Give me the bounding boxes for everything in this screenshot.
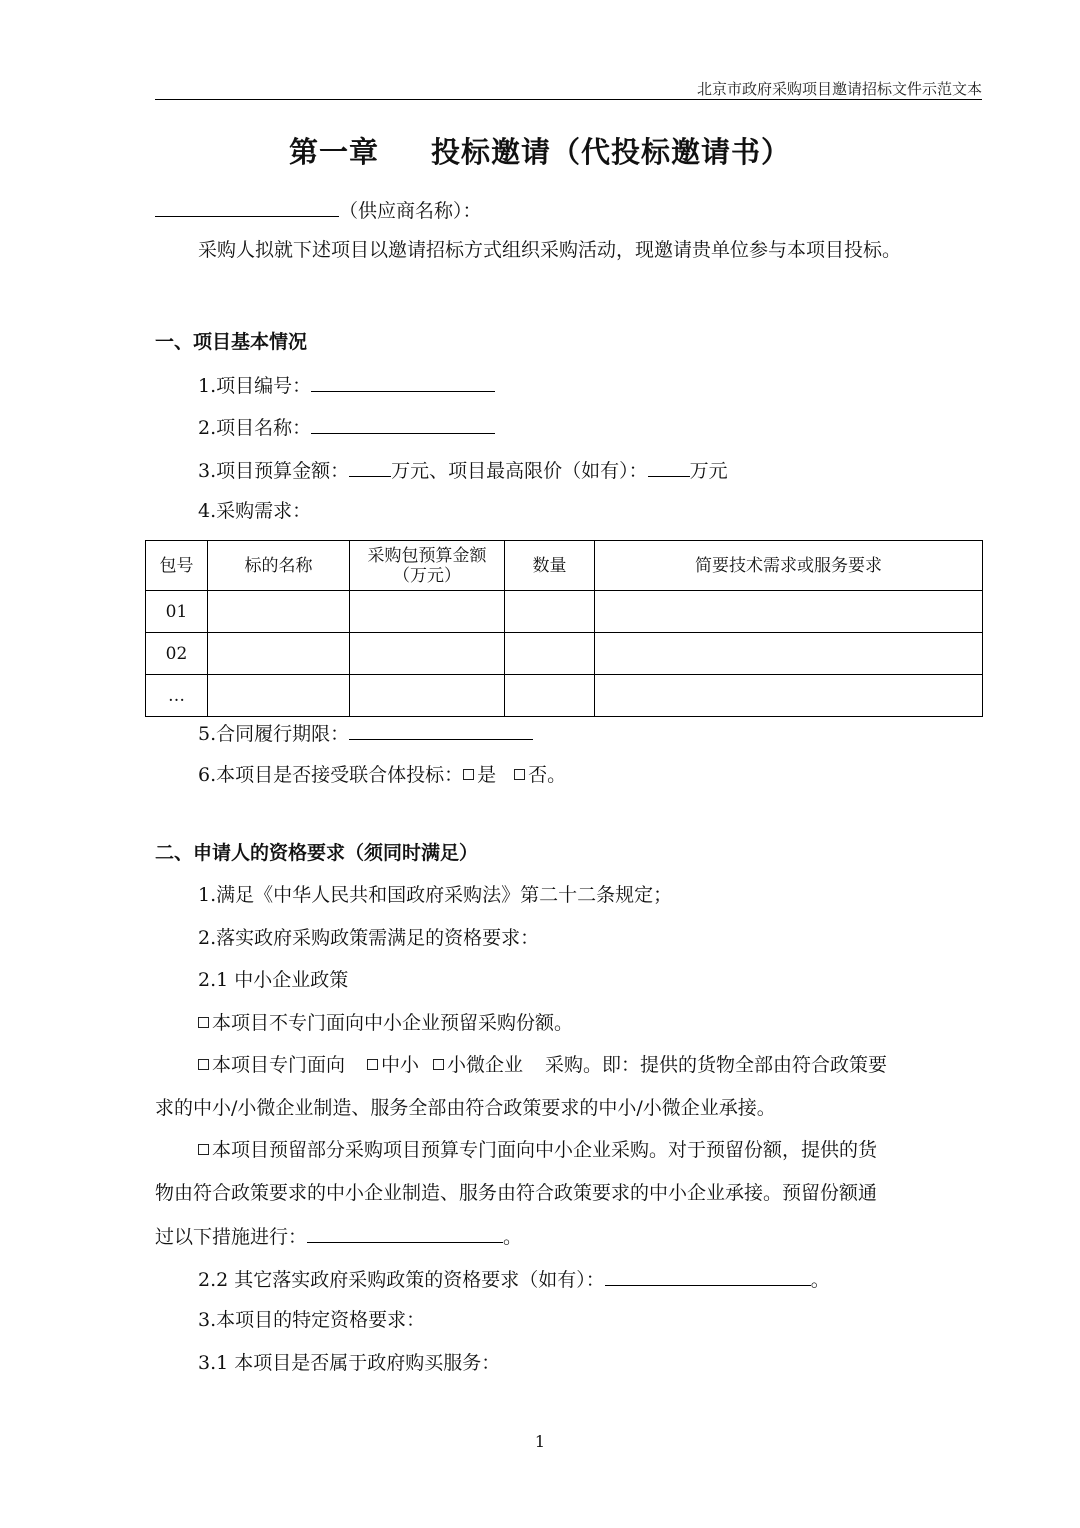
specific-qualification: 3.本项目的特定资格要求： bbox=[198, 1309, 426, 1331]
table-cell[interactable] bbox=[350, 591, 505, 633]
chapter-title bbox=[0, 130, 1080, 171]
table-cell[interactable] bbox=[595, 591, 983, 633]
checkbox-sme-option-2[interactable] bbox=[198, 1059, 209, 1070]
measures-label: 过以下措施进行： bbox=[155, 1226, 308, 1248]
sme-option-2-text-d: 采购。即：提供的货物全部由符合政策要 bbox=[545, 1054, 888, 1076]
qualification-1: 1.满足《中华人民共和国政府采购法》第二十二条规定； bbox=[198, 884, 673, 906]
table-row bbox=[146, 675, 983, 717]
table-row bbox=[146, 633, 983, 675]
col-quantity: 数量 bbox=[505, 541, 595, 591]
intro-paragraph: 采购人拟就下述项目以邀请招标方式组织采购活动，现邀请贵单位参与本项目投标。 bbox=[198, 239, 902, 261]
sme-option-3 bbox=[198, 1137, 877, 1163]
consortium-yes-label: 是 bbox=[477, 764, 497, 786]
sme-option-2-text-c: 小微企业 bbox=[447, 1054, 524, 1076]
government-service-question: 3.1 本项目是否属于政府购买服务： bbox=[198, 1352, 501, 1374]
other-policy-blank[interactable] bbox=[605, 1265, 811, 1286]
checkbox-sme[interactable] bbox=[367, 1059, 378, 1070]
table-cell[interactable] bbox=[208, 633, 350, 675]
project-number-blank[interactable] bbox=[311, 371, 495, 392]
project-name-label: 2.项目名称： bbox=[198, 417, 312, 439]
sme-option-3-cont: 物由符合政策要求的中小企业制造、服务由符合政策要求的中小企业承接。预留份额通 bbox=[155, 1182, 878, 1204]
checkbox-no[interactable] bbox=[514, 769, 525, 780]
supplier-label: （供应商名称）： bbox=[339, 200, 482, 222]
checkbox-yes[interactable] bbox=[463, 769, 474, 780]
max-price-blank[interactable] bbox=[648, 456, 690, 477]
page-number: 1 bbox=[534, 1432, 546, 1451]
measures-end: 。 bbox=[503, 1226, 523, 1248]
table-cell[interactable] bbox=[595, 675, 983, 717]
sme-option-2-text-a: 本项目专门面向 bbox=[212, 1054, 346, 1076]
table-cell[interactable] bbox=[350, 633, 505, 675]
col-requirements: 简要技术需求或服务要求 bbox=[595, 541, 983, 591]
other-policy-label: 2.2 其它落实政府采购政策的资格要求（如有）： bbox=[198, 1269, 605, 1291]
contract-term-line bbox=[198, 719, 533, 747]
col-package-no: 包号 bbox=[146, 541, 208, 591]
sme-option-3-measures bbox=[155, 1222, 522, 1250]
sme-option-2 bbox=[198, 1052, 887, 1078]
sme-option-2-cont: 求的中小/小微企业制造、服务全部由符合政策要求的中小/小微企业承接。 bbox=[155, 1097, 776, 1119]
project-number-line bbox=[198, 371, 495, 399]
table-cell[interactable] bbox=[208, 591, 350, 633]
table-cell[interactable] bbox=[505, 591, 595, 633]
sme-option-1-text: 本项目不专门面向中小企业预留采购份额。 bbox=[212, 1012, 574, 1034]
chapter-name: 投标邀请（代投标邀请书） bbox=[431, 135, 792, 169]
contract-term-blank[interactable] bbox=[349, 719, 533, 740]
sme-policy-heading: 2.1 中小企业政策 bbox=[198, 969, 349, 991]
package-no-cell: … bbox=[146, 675, 208, 717]
table-cell[interactable] bbox=[505, 675, 595, 717]
budget-line bbox=[198, 456, 728, 484]
budget-blank[interactable] bbox=[349, 456, 391, 477]
contract-term-label: 5.合同履行期限： bbox=[198, 723, 350, 745]
table-cell[interactable] bbox=[350, 675, 505, 717]
table-row bbox=[146, 591, 983, 633]
table-cell[interactable] bbox=[595, 633, 983, 675]
package-no-cell: 01 bbox=[146, 591, 208, 633]
table-cell[interactable] bbox=[505, 633, 595, 675]
section2-heading: 二、申请人的资格要求（须同时满足） bbox=[155, 842, 479, 864]
max-price-label: 万元、项目最高限价（如有）： bbox=[391, 460, 648, 482]
other-policy-end: 。 bbox=[810, 1269, 830, 1291]
table-cell[interactable] bbox=[208, 675, 350, 717]
header-rule bbox=[155, 99, 982, 100]
sme-option-1 bbox=[198, 1010, 573, 1036]
col-budget-line2: （万元） bbox=[393, 565, 461, 586]
project-name-blank[interactable] bbox=[311, 413, 495, 434]
sme-option-3-text-a: 本项目预留部分采购项目预算专门面向中小企业采购。对于预留份额，提供的货 bbox=[212, 1139, 878, 1161]
col-budget-line1: 采购包预算金额 bbox=[367, 545, 487, 566]
supplier-blank[interactable] bbox=[155, 196, 339, 217]
consortium-no-label: 否。 bbox=[528, 764, 567, 786]
package-no-cell: 02 bbox=[146, 633, 208, 675]
other-policy-line bbox=[198, 1265, 830, 1293]
sme-option-2-text-b: 中小 bbox=[381, 1054, 420, 1076]
checkbox-sme-option-1[interactable] bbox=[198, 1017, 209, 1028]
checkbox-sme-option-3[interactable] bbox=[198, 1144, 209, 1155]
consortium-line bbox=[198, 762, 566, 788]
budget-label: 3.项目预算金额： bbox=[198, 460, 350, 482]
qualification-2: 2.落实政府采购政策需满足的资格要求： bbox=[198, 927, 540, 949]
procurement-table bbox=[145, 540, 983, 717]
supplier-line bbox=[155, 196, 482, 224]
measures-blank[interactable] bbox=[307, 1222, 503, 1243]
max-price-unit: 万元 bbox=[689, 460, 728, 482]
consortium-label: 6.本项目是否接受联合体投标： bbox=[198, 764, 464, 786]
requirements-label: 4.采购需求： bbox=[198, 500, 312, 522]
chapter-number: 第一章 bbox=[288, 135, 379, 169]
project-number-label: 1.项目编号： bbox=[198, 375, 312, 397]
table-header-row bbox=[146, 541, 983, 591]
section1-heading: 一、项目基本情况 bbox=[155, 331, 308, 353]
col-budget bbox=[350, 541, 505, 591]
col-item-name: 标的名称 bbox=[208, 541, 350, 591]
document-header: 北京市政府采购项目邀请招标文件示范文本 bbox=[696, 80, 982, 98]
project-name-line bbox=[198, 413, 495, 441]
checkbox-micro[interactable] bbox=[433, 1059, 444, 1070]
